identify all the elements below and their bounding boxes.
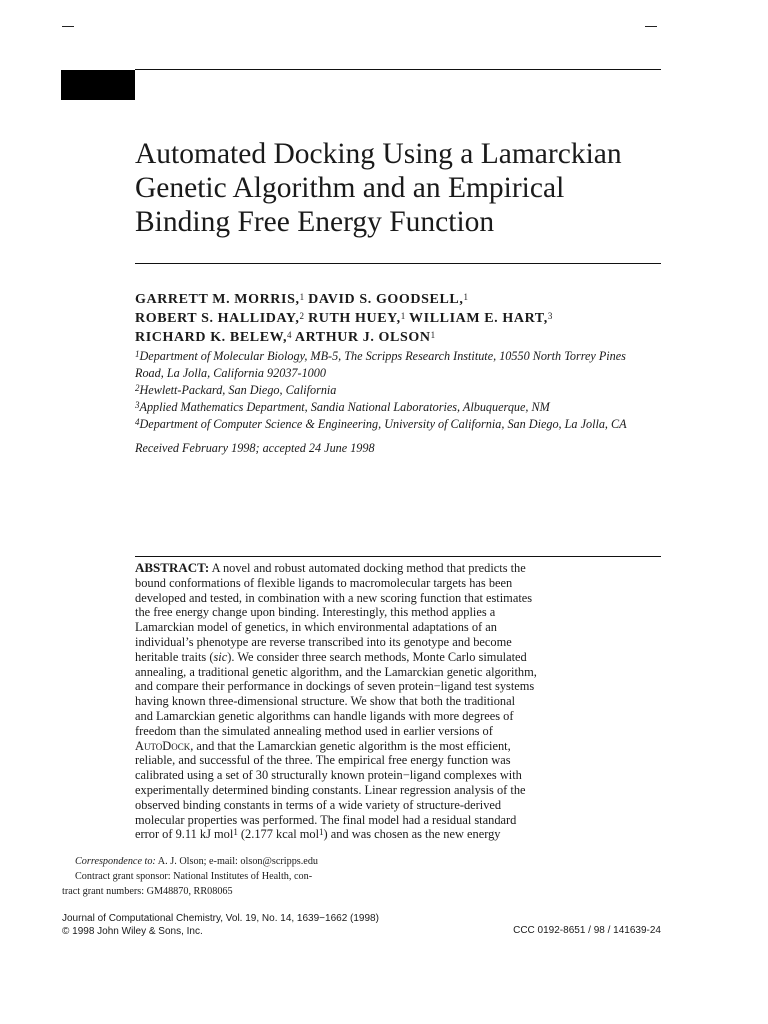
title-line: Binding Free Energy Function xyxy=(135,206,495,238)
correspondence-text: A. J. Olson; e-mail: olson@scripps.edu xyxy=(155,856,319,867)
author-name: RICHARD K. BELEW, xyxy=(135,330,288,345)
abstract xyxy=(135,561,665,842)
author-line xyxy=(135,290,675,309)
affiliation-sup: 2 xyxy=(135,383,140,393)
correspondence-label: Correspondence to: xyxy=(75,856,156,867)
abstract-text: heritable traits ( xyxy=(135,649,214,664)
abstract-text: ) and was chosen as the new energy xyxy=(323,827,501,842)
affiliation-sup: 3 xyxy=(135,400,140,410)
unit-exponent: 1 xyxy=(319,827,324,838)
abstract-sic: sic xyxy=(213,649,228,664)
abstract-line: molecular properties was performed. The final model had a residual standard xyxy=(135,812,517,827)
abstract-line: and compare their performance in dockings of seven protein−ligand test systems xyxy=(135,679,535,694)
author-name: GARRETT M. MORRIS, xyxy=(135,292,300,307)
affiliation-text: Applied Mathematics Department, Sandia National Laboratories, Albuquerque, NM xyxy=(139,400,550,414)
autodock-name: AutoDock xyxy=(135,738,191,753)
author-affil-sup: 3 xyxy=(547,311,553,321)
abstract-line: annealing, a traditional genetic algorithm, and the Lamarckian genetic algorithm, xyxy=(135,664,537,679)
author-affil-sup: 2 xyxy=(299,311,304,321)
crop-mark-left xyxy=(62,26,74,27)
ccc-code: CCC 0192-8651 / 98 / 141639-24 xyxy=(513,925,661,936)
grant-line: tract grant numbers: GM48870, RR08065 xyxy=(62,886,233,897)
author-affil-sup: 1 xyxy=(299,292,305,302)
abstract-line xyxy=(135,561,665,576)
unit-exponent: 1 xyxy=(233,827,238,838)
abstract-line: and Lamarckian genetic algorithms can handle ligands with more degrees of xyxy=(135,708,514,723)
affiliation-sup: 1 xyxy=(135,349,140,359)
affiliation-line xyxy=(135,382,675,399)
abstract-line: experimentally determined binding constants. Linear regression analysis of the xyxy=(135,782,526,797)
author-line xyxy=(135,309,675,328)
top-rule xyxy=(135,69,661,70)
abstract-line: observed binding constants in terms of a wide variety of structure-derived xyxy=(135,797,502,812)
author-name: ARTHUR J. OLSON xyxy=(294,330,431,345)
affiliation-text: Hewlett-Packard, San Diego, California xyxy=(139,383,337,397)
author-name: DAVID S. GOODSELL, xyxy=(308,292,464,307)
article-title xyxy=(135,137,675,239)
abstract-text: error of 9.11 kJ mol xyxy=(135,827,234,842)
abstract-line: the free energy change upon binding. Interestingly, this method applies a xyxy=(135,605,496,620)
journal-line: Journal of Computational Chemistry, Vol. 19, No. 14, 1639−1662 (1998) xyxy=(62,913,379,924)
affiliation-text: Road, La Jolla, California 92037-1000 xyxy=(135,366,326,380)
footnotes xyxy=(62,854,462,899)
abstract-line xyxy=(135,827,665,842)
abstract-text: ). We consider three search methods, Monte Carlo simulated xyxy=(227,649,527,664)
abstract-line: individual’s phenotype are reverse transcribed into its genotype and become xyxy=(135,634,512,649)
abstract-line: reliable, and successful of the three. The empirical free energy function was xyxy=(135,753,511,768)
author-name: ROBERT S. HALLIDAY, xyxy=(135,311,300,326)
author-name: WILLIAM E. HART, xyxy=(409,311,548,326)
affiliation-line xyxy=(135,399,675,416)
correspondence-line xyxy=(62,854,462,869)
affiliation-list xyxy=(135,348,675,433)
abstract-line: bound conformations of flexible ligands to macromolecular targets has been xyxy=(135,575,513,590)
abstract-text: (2.177 kcal mol xyxy=(237,827,320,842)
abstract-text: , and that the Lamarckian genetic algorithm is the most efficient, xyxy=(190,738,511,753)
crop-mark-right xyxy=(645,26,657,27)
copyright-line: © 1998 John Wiley & Sons, Inc. xyxy=(62,926,203,937)
author-line xyxy=(135,328,675,347)
title-line: Genetic Algorithm and an Empirical xyxy=(135,172,565,204)
affiliation-sup: 4 xyxy=(135,417,140,427)
author-affil-sup: 1 xyxy=(400,311,406,321)
abstract-line: having known three-dimensional structure. We show that both the traditional xyxy=(135,694,516,709)
chapter-tab-marker xyxy=(61,70,135,100)
author-affil-sup: 4 xyxy=(287,330,292,340)
abstract-label: ABSTRACT: xyxy=(135,560,210,575)
author-affil-sup: 1 xyxy=(463,292,468,302)
title-line: Automated Docking Using a Lamarckian xyxy=(135,138,622,170)
author-affil-sup: 1 xyxy=(430,330,436,340)
author-list xyxy=(135,290,675,347)
abstract-line: calibrated using a set of 30 structurally known protein−ligand complexes with xyxy=(135,768,522,783)
abstract-text: A novel and robust automated docking method that predicts the xyxy=(209,561,526,575)
abstract-line xyxy=(135,739,665,754)
abstract-line: freedom than the simulated annealing method used in earlier versions of xyxy=(135,723,493,738)
grant-line: Contract grant sponsor: National Institutes of Health, con- xyxy=(75,871,313,882)
abstract-line xyxy=(135,650,665,665)
abstract-line: Lamarckian model of genetics, in which environmental adaptations of an xyxy=(135,620,497,635)
affiliation-text: Department of Computer Science & Engineering, University of California, San Diego, La Jolla, CA xyxy=(139,417,627,431)
received-date: Received February 1998; accepted 24 June 1998 xyxy=(135,441,375,455)
affiliation-text: Department of Molecular Biology, MB-5, The Scripps Research Institute, 10550 North Torrey Pines xyxy=(139,349,626,363)
affiliation-line xyxy=(135,416,675,433)
affiliation-line xyxy=(135,365,675,382)
affiliation-line xyxy=(135,348,675,365)
abstract-line: developed and tested, in combination with a new scoring function that estimates xyxy=(135,590,533,605)
title-rule xyxy=(135,263,661,264)
abstract-rule xyxy=(135,556,661,557)
author-name: RUTH HUEY, xyxy=(308,311,401,326)
